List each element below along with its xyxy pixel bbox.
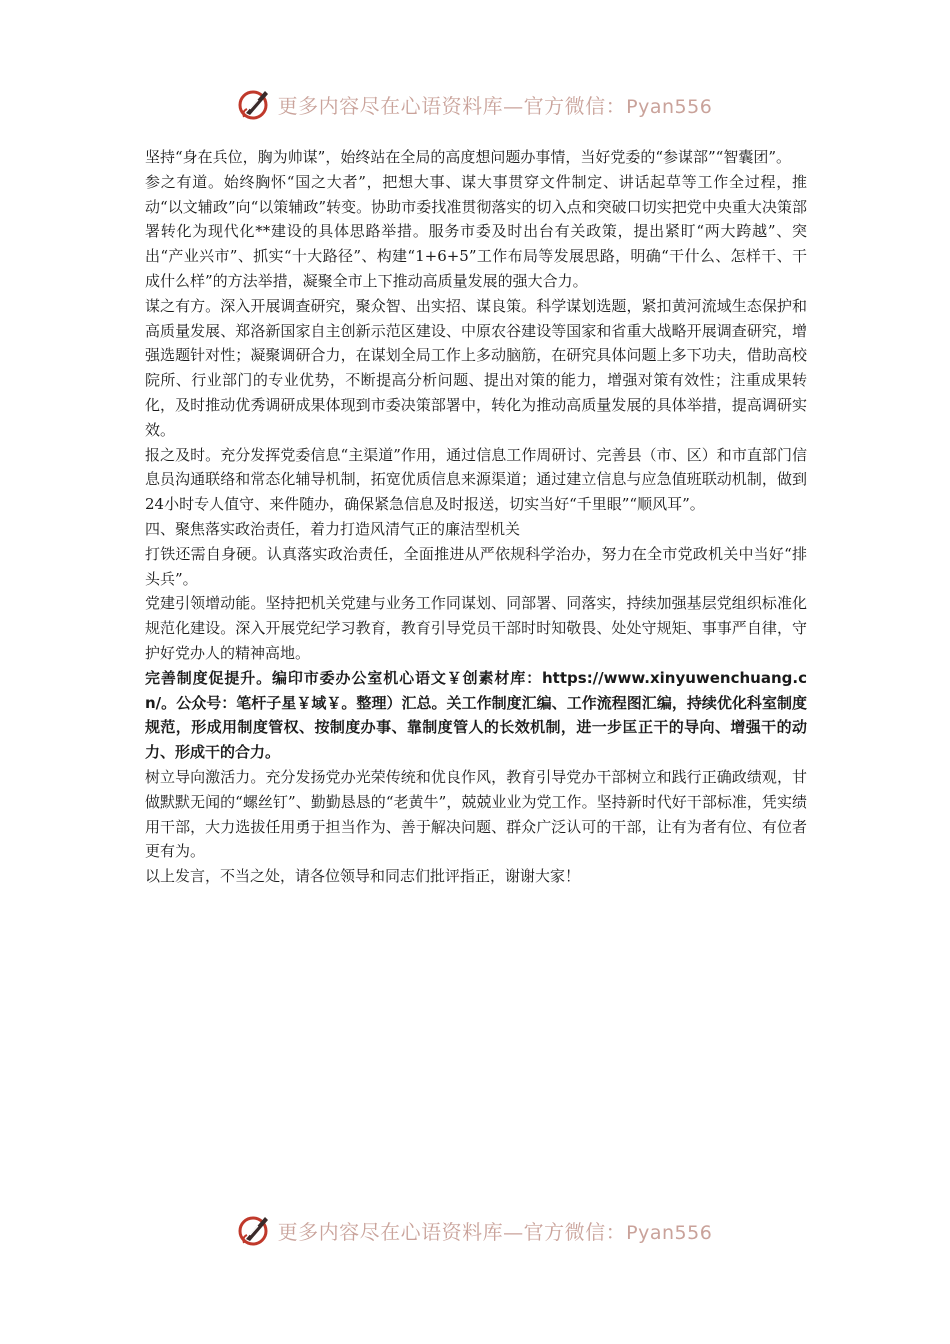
watermark-main: 更多内容尽在心语资料库—官方微信： <box>277 93 627 118</box>
paragraph-mouzhi: 谋之有方。深入开展调查研究，聚众智、出实招、谋良策。科学谋划选题，紧扣黄河流域生态保护和高质量发展、郑洛新国家自主创新示范区建设、中原农谷建设等国家和省重大战略开展调查研究，增强选题针对性；凝聚调研合力，在谋划全局工作上多动脑筋，在研究具体问题上多下功夫，借助高校院所、行业部门的专业优势，不断提高分析问题、提出对策的能力，增强对策有效性；注重成果转化，及时推动优秀调研成果体现到市委决策部署中，转化为推动高质量发展的具体举措，提高调研实效。 <box>145 296 807 439</box>
paragraph-closing: 以上发言，不当之处，请各位领导和同志们批评指正，谢谢大家！ <box>145 867 581 886</box>
paragraph-zhidu: 完善制度促提升。编印市委办公室机心语文￥创素材库：https://www.xinyuwenchuang.cn/。公众号：笔杆子星￥域￥。整理）汇总。关工作制度汇编、工作流程图汇编，持续优化科室制度规范，形成用制度管权、按制度办事、靠制度管人的长效机制，进一步匡正干的导向、增强干的动力、形成干的合力。 <box>145 668 807 762</box>
watermark-text <box>278 90 713 119</box>
watermark-text <box>278 1216 713 1245</box>
watermark-wechat-id: Pyan556 <box>626 1221 713 1244</box>
watermark-main: 更多内容尽在心语资料库—官方微信： <box>277 1219 627 1244</box>
watermark-wechat-id: Pyan556 <box>626 95 713 118</box>
paragraph-dangjian: 党建引领增动能。坚持把机关党建与业务工作同谋划、同部署、同落实，持续加强基层党组织标准化规范化建设。深入开展党纪学习教育，教育引导党员干部时时知敬畏、处处守规矩、事事严自律，守护好党办人的精神高地。 <box>145 594 807 662</box>
watermark-banner-bottom <box>0 1210 950 1250</box>
paragraph-datie: 打铁还需自身硬。认真落实政治责任，全面推进从严依规科学治办，努力在全市党政机关中当好“排头兵”。 <box>145 544 807 588</box>
document-body <box>145 145 807 889</box>
paragraph-canzhi: 参之有道。始终胸怀“国之大者”，把想大事、谋大事贯穿文件制定、讲话起草等工作全过程，推动“以文辅政”向“以策辅政”转变。协助市委找准贯彻落实的切入点和突破口切实把党中央重大决策部署转化为现代化**建设的具体思路举措。服务市委及时出台有关政策，提出紧盯“两大跨越”、突出“产业兴市”、抓实“十大路径”、构建“1+6+5”工作布局等发展思路，明确“干什么、怎样干、干成什么样”的方法举措，凝聚全市上下推动高质量发展的强大合力。 <box>145 172 807 290</box>
quill-logo-icon <box>238 87 272 121</box>
paragraph-baozhi: 报之及时。充分发挥党委信息“主渠道”作用，通过信息工作周研讨、完善县（市、区）和市直部门信息员沟通联络和常态化辅导机制，拓宽优质信息来源渠道；通过建立信息与应急值班联动机制，做到24小时专人值守、来件随办，确保紧急信息及时报送，切实当好“千里眼”“顺风耳”。 <box>145 445 807 514</box>
paragraph-daoxiang: 树立导向激活力。充分发扬党办光荣传统和优良作风，教育引导党办干部树立和践行正确政绩观，甘做默默无闻的“螺丝钉”、勤勤恳恳的“老黄牛”，兢兢业业为党工作。坚持新时代好干部标准，凭实绩用干部，大力选拔任用勇于担当作为、善于解决问题、群众广泛认可的干部，让有为者有位、有位者更有为。 <box>145 767 807 861</box>
quill-logo-icon <box>238 1213 272 1247</box>
section-heading-four: 四、聚焦落实政治责任，着力打造风清气正的廉洁型机关 <box>145 519 521 538</box>
watermark-banner-top <box>0 84 950 124</box>
paragraph-intro: 坚持“身在兵位，胸为帅谋”，始终站在全局的高度想问题办事情，当好党委的“参谋部”“智囊团”。 <box>145 148 792 166</box>
